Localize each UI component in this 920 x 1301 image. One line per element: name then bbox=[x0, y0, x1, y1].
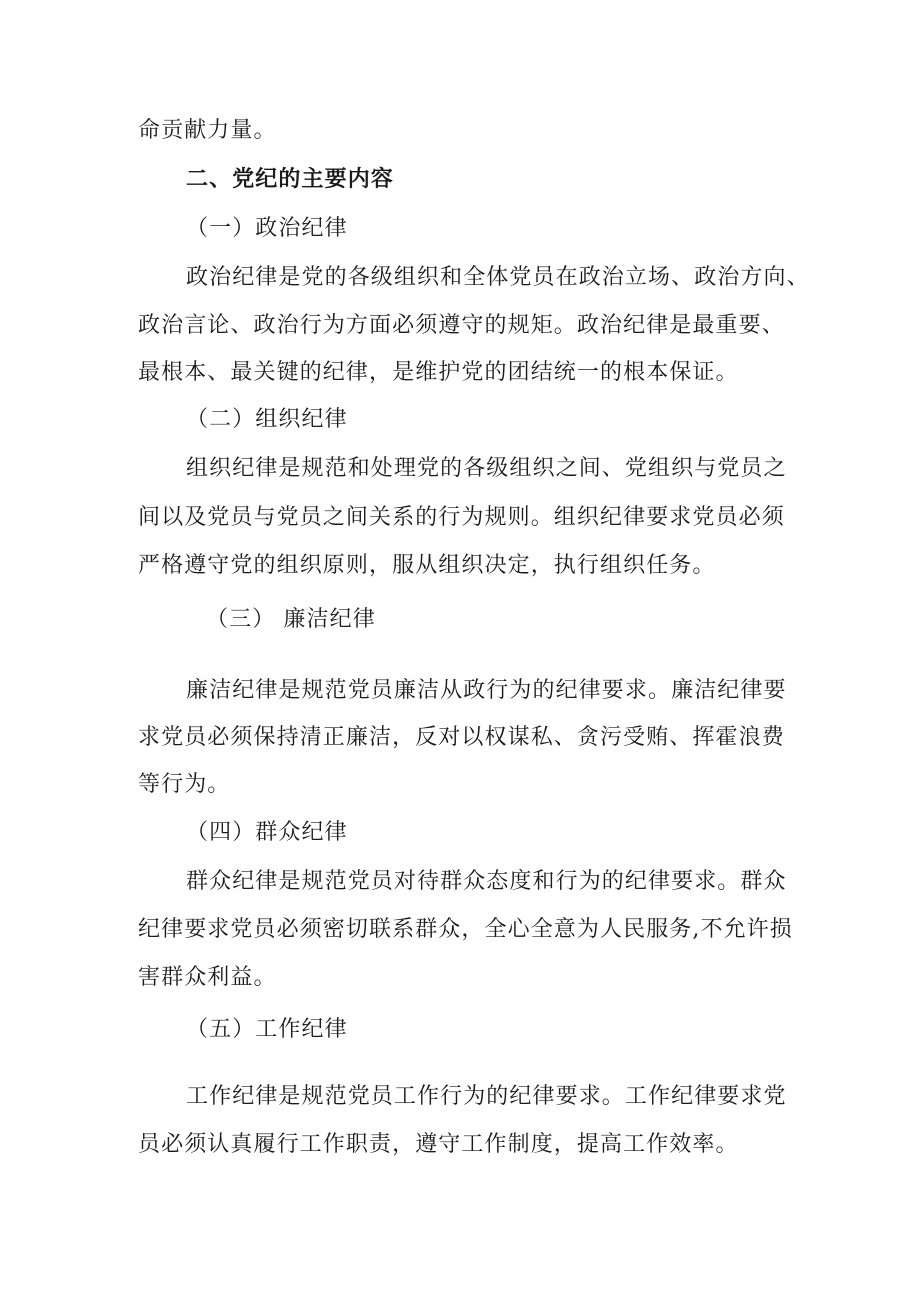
paragraph-line: 群众纪律是规范党员对待群众态度和行为的纪律要求。群众 bbox=[186, 869, 787, 894]
subsection-title-work: （五）工作纪律 bbox=[186, 1017, 348, 1042]
section-heading: 二、党纪的主要内容 bbox=[186, 167, 394, 192]
subsection-title-political: （一）政治纪律 bbox=[186, 216, 348, 241]
paragraph-line: 员必须认真履行工作职责，遵守工作制度，提高工作效率。 bbox=[138, 1132, 739, 1157]
subsection-title-mass: （四）群众纪律 bbox=[186, 820, 348, 845]
paragraph-line: 廉洁纪律是规范党员廉洁从政行为的纪律要求。廉洁纪律要 bbox=[186, 678, 787, 703]
paragraph-line: 政治纪律是党的各级组织和全体党员在政治立场、政治方向、 bbox=[186, 265, 810, 290]
paragraph-line: 最根本、最关键的纪律，是维护党的团结统一的根本保证。 bbox=[138, 360, 739, 385]
paragraph-line: 间以及党员与党员之间关系的行为规则。组织纪律要求党员必须 bbox=[138, 505, 785, 530]
paragraph-continuation: 命贡献力量。 bbox=[138, 118, 277, 143]
paragraph-line: 政治言论、政治行为方面必须遵守的规矩。政治纪律是最重要、 bbox=[138, 313, 785, 338]
paragraph-line: 等行为。 bbox=[138, 772, 231, 797]
paragraph-line: 求党员必须保持清正廉洁，反对以权谋私、贪污受贿、挥霍浪费 bbox=[138, 725, 785, 750]
paragraph-line: 组织纪律是规范和处理党的各级组织之间、党组织与党员之 bbox=[186, 456, 787, 481]
subsection-title-organizational: （二）组织纪律 bbox=[186, 407, 348, 432]
subsection-title-integrity: （三） 廉洁纪律 bbox=[206, 607, 376, 632]
paragraph-line: 严格遵守党的组织原则，服从组织决定，执行组织任务。 bbox=[138, 553, 716, 578]
paragraph-line: 工作纪律是规范党员工作行为的纪律要求。工作纪律要求党 bbox=[186, 1084, 787, 1109]
paragraph-line: 纪律要求党员必须密切联系群众，全心全意为人民服务,不允许损 bbox=[138, 917, 793, 942]
paragraph-line: 害群众利益。 bbox=[138, 965, 277, 990]
